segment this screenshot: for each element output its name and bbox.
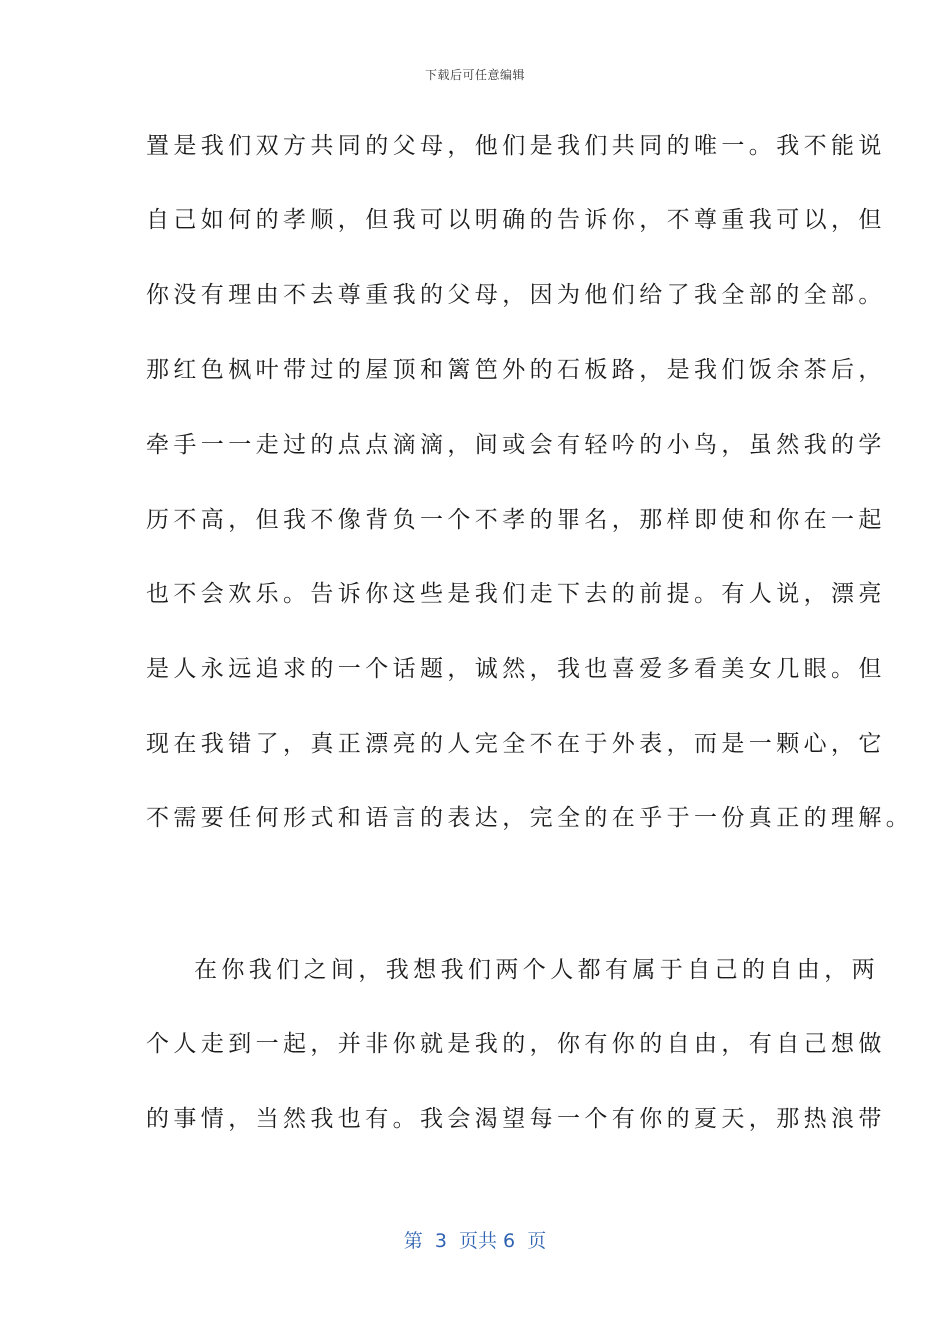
text-line: 不需要任何形式和语言的表达，完全的在乎于一份真正的理解。 <box>146 805 914 831</box>
page-number-footer: 第 3 页共 6 页 <box>403 1230 547 1252</box>
text-line: 也不会欢乐。告诉你这些是我们走下去的前提。有人说，漂亮 <box>146 581 886 607</box>
text-line: 你没有理由不去尊重我的父母，因为他们给了我全部的全部。 <box>146 282 886 308</box>
text-line: 是人永远追求的一个话题，诚然，我也喜爱多看美女几眼。但 <box>146 656 886 682</box>
text-line: 现在我错了，真正漂亮的人完全不在于外表，而是一颗心，它 <box>146 731 886 757</box>
text-line: 历不高，但我不像背负一个不孝的罪名，那样即使和你在一起 <box>146 507 886 533</box>
text-line: 置是我们双方共同的父母，他们是我们共同的唯一。我不能说 <box>146 133 886 159</box>
text-line: 牵手一一走过的点点滴滴，间或会有轻吟的小鸟，虽然我的学 <box>146 432 886 458</box>
text-line: 个人走到一起，并非你就是我的，你有你的自由，有自己想做 <box>146 1031 886 1057</box>
page-header: 下载后可任意编辑 <box>424 68 525 82</box>
text-line: 那红色枫叶带过的屋顶和篱笆外的石板路，是我们饭余茶后， <box>146 357 886 383</box>
text-line: 的事情，当然我也有。我会渴望每一个有你的夏天，那热浪带 <box>146 1106 886 1132</box>
text-line: 在你我们之间，我想我们两个人都有属于自己的自由，两 <box>194 957 879 983</box>
text-line: 自己如何的孝顺，但我可以明确的告诉你，不尊重我可以，但 <box>146 207 886 233</box>
